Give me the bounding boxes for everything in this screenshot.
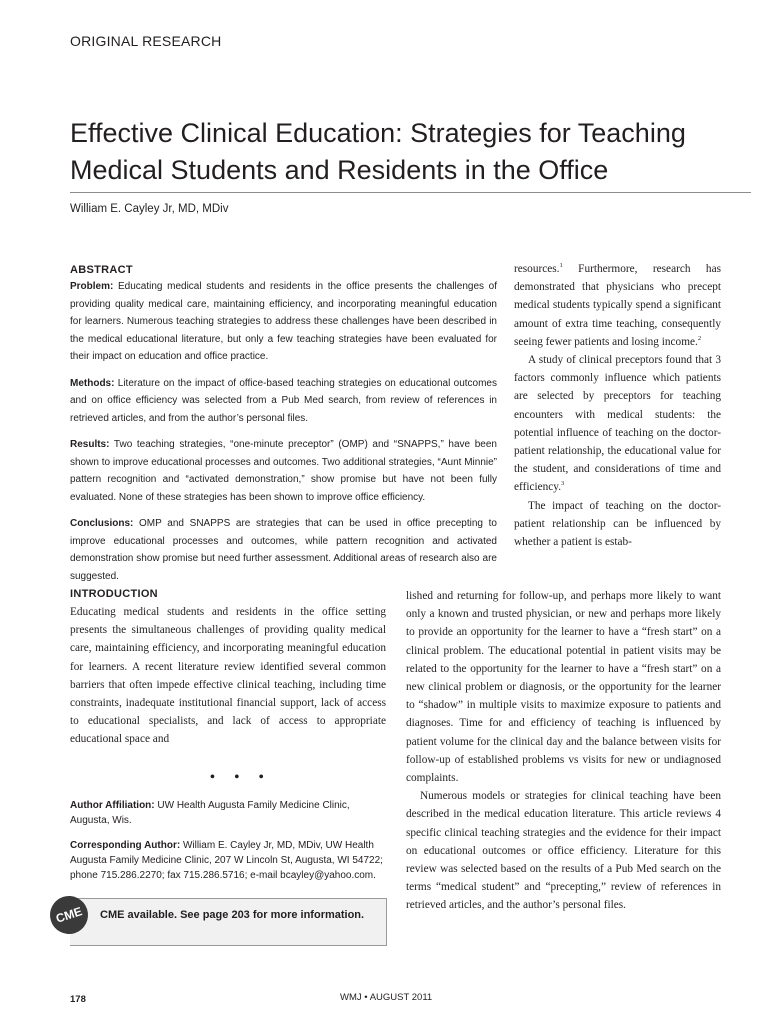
body-paragraph: Educating medical students and residents in the office setting presents the simultaneous challenges of providing quality medical care, maintaining efficiency, and incorporating meaningful education for learners. A recent literature review identified several common barriers that often impede effective clinical teaching, including time constraints, inadequate institutional financial support, lack of access to educational specialists, and lack of access to appropriate educational space and: [70, 606, 386, 746]
section-separator: • • •: [210, 770, 272, 785]
methods-text: Literature on the impact of office-based teaching strategies on educational outcomes and on office efficiency was selected from a Pub Med search, from review of references in retrieved articles, and from the author’s personal files.: [70, 377, 497, 424]
introduction-body: [70, 603, 386, 749]
cme-box: [70, 898, 387, 946]
abstract: [70, 263, 497, 594]
article-title: Effective Clinical Education: Strategies for Teaching Medical Students and Residents in the Office: [70, 118, 686, 185]
problem-label: Problem:: [70, 281, 114, 292]
cme-notice: CME available. See page 203 for more information.: [100, 909, 365, 921]
results-label: Results:: [70, 439, 110, 450]
abstract-conclusions: [70, 515, 497, 585]
body-paragraph: [514, 351, 721, 497]
body-paragraph: [514, 260, 721, 351]
abstract-results: [70, 436, 497, 506]
body-paragraph: lished and returning for follow-up, and perhaps more likely to want only a known and trusted physician, or new and perhaps more likely to provide an opportunity for the learner to have a “fresh start” on a clinical problem. The educational potential in patient visits may be related to the opportunity for the learner to have a “fresh start” on a new clinical problem or diagnosis, or the opportunity for the learner to “shadow” in multiple visits to maximize exposure to patients and diagnoses. Time for and efficiency of teaching is influenced by patient volume for the clinical day and the balance between visits for follow-up of established problems vs visits for new or undiagnosed complaints.: [406, 590, 721, 785]
title-divider: [70, 192, 751, 193]
abstract-methods: [70, 375, 497, 428]
results-text: Two teaching strategies, “one-minute preceptor” (OMP) and “SNAPPS,” have been shown to improve educational processes and outcomes. Two additional strategies, “Aunt Minnie” pattern recognition and “activated demonstration,” show promise but have not been fully evaluated. None of these strategies has been shown to improve office efficiency.: [70, 439, 497, 503]
reference-marker: 1: [559, 262, 563, 270]
introduction-heading: INTRODUCTION: [70, 588, 158, 600]
reference-marker: 3: [561, 480, 565, 488]
page-number: 178: [70, 994, 86, 1005]
journal-footer: WMJ • AUGUST 2011: [340, 992, 433, 1003]
body-paragraph: The impact of teaching on the doctor-patient relationship can be influenced by whether a patient is estab-: [514, 499, 721, 549]
reference-marker: 2: [697, 335, 702, 343]
affiliation-text: UW Health Augusta Family Medicine Clinic, Augusta, Wis.: [70, 800, 350, 826]
abstract-heading: ABSTRACT: [70, 264, 133, 276]
corresponding-text: William E. Cayley Jr, MD, MDiv, UW Health Augusta Family Medicine Clinic, 207 W Lincoln St, Augusta, WI 54722; phone 715.286.2270; fax 715.286.5716; e-mail bcayley@yahoo.com.: [70, 840, 383, 881]
text-run: resources.: [514, 263, 560, 275]
text-run: A study of clinical preceptors found that 3 factors commonly influence which patients are selected by preceptors for teaching encounters with medical students: the potential influence of teaching on the doctor-patient relationship, the educational value for the student, and considerations of time and efficiency.: [514, 354, 721, 494]
conclusions-label: Conclusions:: [70, 518, 134, 529]
text-run: Furthermore, research has demonstrated that physicians who precept medical students typically spend a significant amount of extra time teaching, consequently seeing fewer patients and losing income.: [514, 263, 721, 348]
problem-text: Educating medical students and residents in the office presents the challenges of providing quality medical care, maintaining efficiency, and incorporating meaningful education for learners. Numerous teaching strategies to address these challenges have been described in the medical educational literature, but only a few teaching strategies have been evaluated for their impact on education and office practice.: [70, 281, 497, 362]
conclusions-text: OMP and SNAPPS are strategies that can be used in office precepting to improve educational processes and outcomes, while pattern recognition and activated demonstration show promise but need further assessment. Additional areas of research also are suggested.: [70, 518, 497, 582]
affiliation-line: [70, 798, 390, 828]
affiliation-label: Author Affiliation:: [70, 800, 155, 811]
corresponding-author: [70, 838, 390, 883]
body-paragraph: Numerous models or strategies for clinical teaching have been described in the medical education literature. This article reviews 4 specific clinical teaching strategies and the evidence for their impact on educational outcomes or office efficiency. Literature for this review was selected based on the results of a Pub Med search on the terms “medical student” and “precepting,” review of references in retrieved articles, and the author’s personal files.: [406, 790, 721, 912]
section-label: ORIGINAL RESEARCH: [70, 33, 222, 49]
abstract-problem: [70, 278, 497, 366]
methods-label: Methods:: [70, 377, 115, 389]
corresponding-label: Corresponding Author:: [70, 840, 181, 851]
author-affiliation: [70, 798, 390, 893]
right-column-top: [514, 260, 721, 551]
right-column-bottom: [406, 587, 721, 915]
article-author: William E. Cayley Jr, MD, MDiv: [70, 203, 229, 215]
cme-badge-icon: CME: [45, 891, 93, 939]
